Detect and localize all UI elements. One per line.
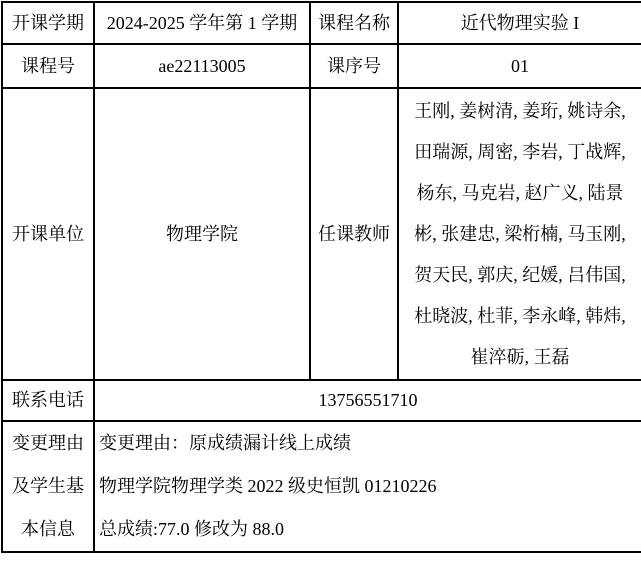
teacher-line: 贺天民, 郭庆, 纪媛, 吕伟国, xyxy=(414,264,626,285)
label-line: 本信息 xyxy=(21,519,75,539)
label-change-reason-student-info xyxy=(2,421,94,552)
label-department: 开课单位 xyxy=(2,88,94,380)
row-phone xyxy=(2,380,641,421)
label-line: 及学生基 xyxy=(12,476,84,496)
grade-change-form xyxy=(0,1,641,561)
row-change-reason xyxy=(2,421,641,552)
label-line: 变更理由 xyxy=(12,433,84,453)
teacher-line: 彬, 张建忠, 梁桁楠, 马玉刚, xyxy=(414,223,626,244)
teacher-line: 杨东, 马克岩, 赵广义, 陆景 xyxy=(416,182,624,203)
value-contact-phone: 13756551710 xyxy=(94,380,641,421)
label-class-number: 课序号 xyxy=(310,44,398,88)
value-course-name: 近代物理实验 I xyxy=(398,2,641,44)
teacher-line: 杜晓波, 杜菲, 李永峰, 韩炜, xyxy=(414,305,626,326)
label-opening-semester: 开课学期 xyxy=(2,2,94,44)
value-change-reason-details xyxy=(94,421,641,552)
row-department-teachers xyxy=(2,88,641,380)
value-department: 物理学院 xyxy=(94,88,310,380)
course-info-table xyxy=(1,1,641,553)
value-class-number: 01 xyxy=(398,44,641,88)
teacher-line: 王刚, 姜树清, 姜珩, 姚诗余, xyxy=(414,100,626,121)
value-opening-semester: 2024-2025 学年第 1 学期 xyxy=(94,2,310,44)
label-course-name: 课程名称 xyxy=(310,2,398,44)
row-course-number xyxy=(2,44,641,88)
label-course-number: 课程号 xyxy=(2,44,94,88)
label-teachers: 任课教师 xyxy=(310,88,398,380)
teacher-line: 崔淬砺, 王磊 xyxy=(470,346,570,367)
change-reason-text: 变更理由：原成绩漏计线上成绩 xyxy=(99,433,351,453)
student-info-text: 物理学院物理学类 2022 级史恒凯 01210226 xyxy=(99,476,437,496)
label-contact-phone: 联系电话 xyxy=(2,380,94,421)
value-teachers-list xyxy=(398,88,641,380)
row-semester xyxy=(2,2,641,44)
teacher-line: 田瑞源, 周密, 李岩, 丁战辉, xyxy=(414,141,626,162)
grade-change-text: 总成绩:77.0 修改为 88.0 xyxy=(99,519,285,539)
value-course-number: ae22113005 xyxy=(94,44,310,88)
